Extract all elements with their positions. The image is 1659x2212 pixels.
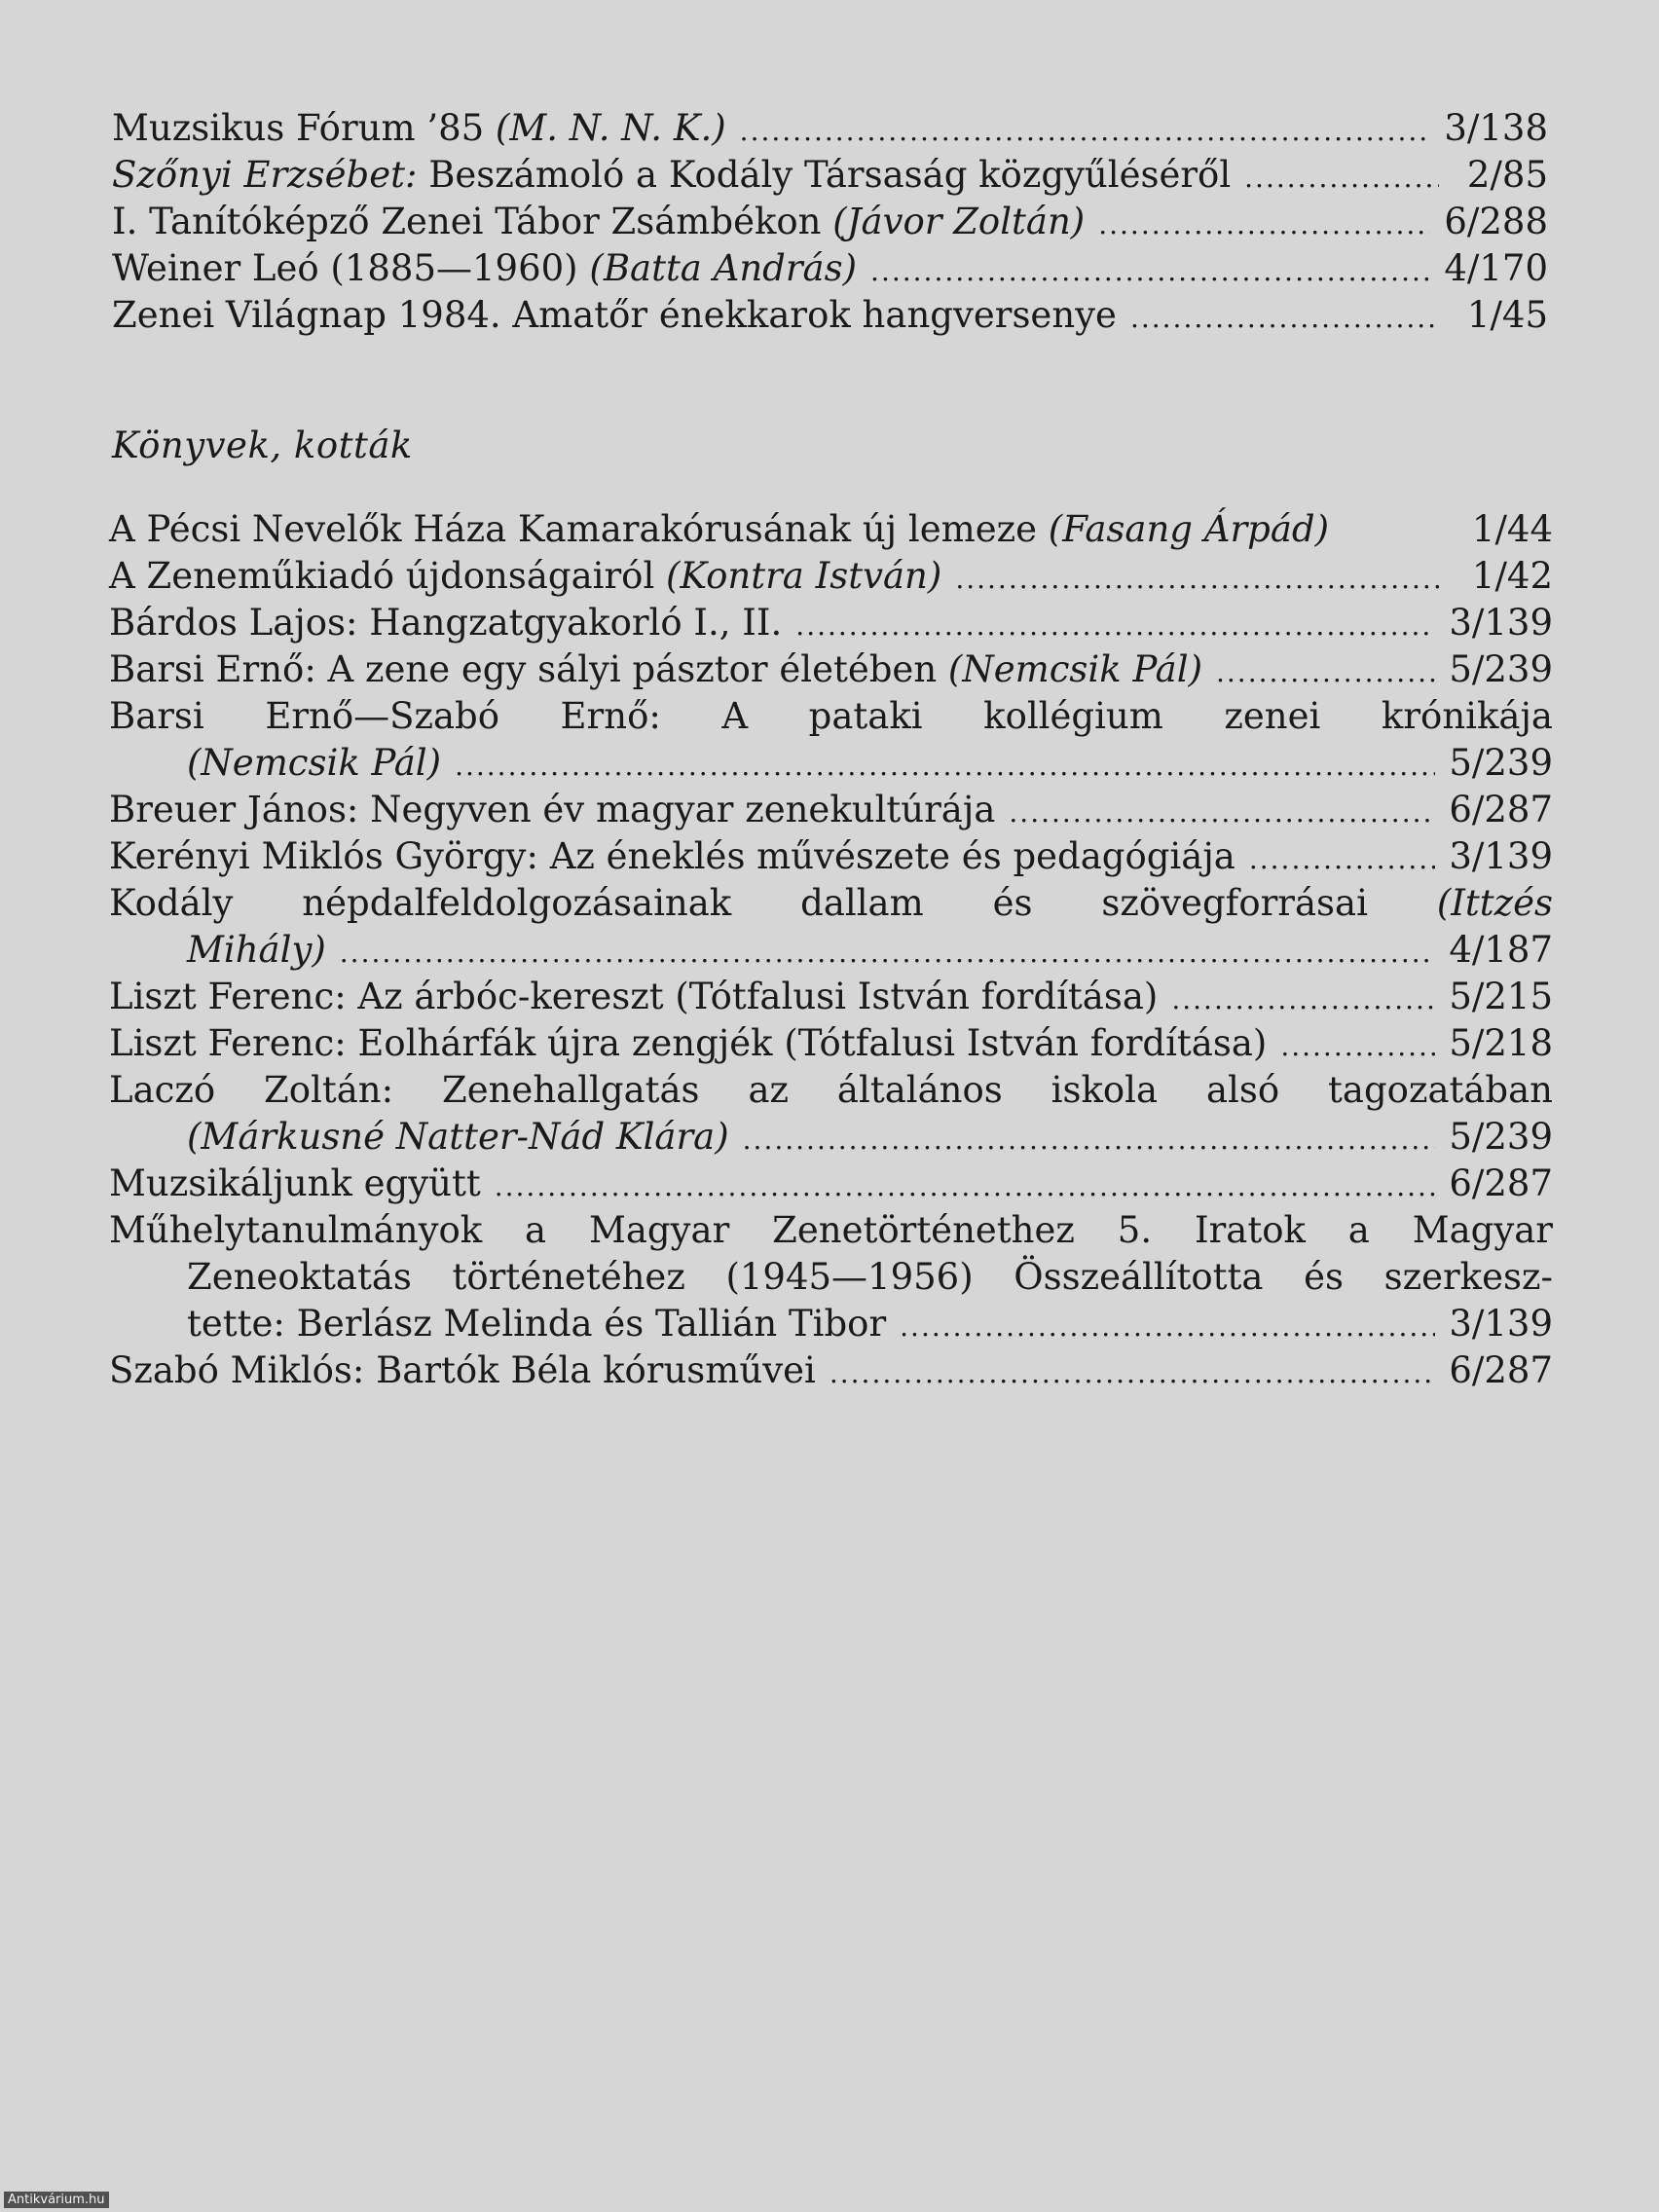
leader-dots [743,1117,1436,1163]
entry-author: (Jávor Zoltán) [832,201,1086,242]
entry-page-ref: 5/215 [1449,976,1553,1017]
entry-author: (Márkusné Natter-Nád Klára) [187,1116,729,1158]
leader-dots [955,556,1444,603]
leader-dots [340,930,1436,977]
index-entry [109,1207,1553,1347]
entry-title: Laczó Zoltán: Zenehallgatás az általános iskola alsó tagozatában [109,1069,1553,1111]
entry-author: Mihály) [187,929,326,971]
index-entry [112,152,1548,199]
entry-author: (Nemcsik Pál) [187,742,442,784]
entry-title: A Pécsi Nevelők Háza Kamarakórusának új lemeze [109,508,1049,550]
index-section-articles [112,105,1548,339]
index-entry [109,1161,1553,1207]
entry-page-ref: 6/288 [1444,201,1548,242]
entry-title: Zenei Világnap 1984. Amatőr énekkarok hangversenye [112,294,1117,336]
entry-page-ref: 2/85 [1466,154,1548,196]
leader-dots [1244,155,1439,202]
leader-dots [1249,836,1436,883]
index-entry [109,646,1553,693]
entry-title: Barsi Ernő—Szabó Ernő: A pataki kollégium zenei krónikája [109,695,1553,737]
entry-author: (Ittzés [1436,882,1553,924]
entry-title: Weiner Leó (1885—1960) [112,247,590,289]
entry-author: (Fasang Árpád) [1048,508,1330,550]
entry-page-ref: 3/139 [1449,602,1553,644]
entry-title: Műhelytanulmányok a Magyar Zenetörténethez 5. Iratok a Magyar [109,1209,1553,1251]
entry-title-line [109,880,1553,927]
entry-page-ref: 6/287 [1449,1162,1553,1204]
entry-page-ref: 3/138 [1444,107,1548,149]
entry-page-ref: 3/139 [1449,1303,1553,1345]
leader-dots [740,108,1431,155]
index-entry [112,245,1548,292]
index-section-books [109,506,1553,1394]
entry-page-ref: 5/239 [1449,648,1553,690]
leader-dots [495,1163,1436,1210]
index-entry [112,292,1548,339]
entry-author: (Kontra István) [666,555,942,597]
entry-title-continued: tette: Berlász Melinda és Tallián Tibor [187,1303,887,1345]
entry-author: Szőnyi Erzsébet: [112,154,418,196]
index-entry [109,1020,1553,1067]
leader-dots [455,743,1435,790]
leader-dots [1171,977,1435,1023]
leader-dots [1280,1023,1435,1070]
entry-page-ref: 1/42 [1471,555,1553,597]
entry-page-ref: 1/44 [1471,508,1553,550]
entry-page-ref: 3/139 [1449,835,1553,877]
entry-title-continued: Zeneoktatás történetéhez (1945—1956) Összeállította és szerkesz- [187,1256,1553,1298]
entry-title: Bárdos Lajos: Hangzatgyakorló I., II. [109,602,783,644]
leader-dots [900,1304,1435,1350]
leader-dots [1216,649,1435,696]
entry-title: Liszt Ferenc: Az árbóc-kereszt (Tótfalusi István fordítása) [109,976,1159,1017]
index-entry [112,199,1548,245]
entry-title: Muzsikáljunk együtt [109,1162,481,1204]
index-entry [109,553,1553,600]
leader-dots [830,1350,1436,1397]
watermark: Antikvárium.hu [4,2192,109,2208]
index-entry [109,833,1553,880]
entry-title: Liszt Ferenc: Eolhárfák újra zengjék (Tótfalusi István fordítása) [109,1022,1268,1064]
index-entry [109,880,1553,974]
entry-title: Muzsikus Fórum ’85 [112,107,496,149]
entry-title: Breuer János: Negyven év magyar zenekultúrája [109,789,996,830]
entry-page-ref: 1/45 [1466,294,1548,336]
leader-dots [1098,202,1430,248]
entry-title: Barsi Ernő: A zene egy sályi pásztor életében [109,648,948,690]
leader-dots [1009,790,1435,836]
index-entry [109,974,1553,1020]
entry-title: Kerényi Miklós György: Az éneklés művészete és pedagógiája [109,835,1235,877]
entry-page-ref: 4/170 [1444,247,1548,289]
section-heading: Könyvek, kották [112,424,413,466]
index-entry [109,506,1553,553]
index-entry [109,1347,1553,1394]
entry-author: (Batta András) [589,247,858,289]
entry-page-ref: 5/218 [1449,1022,1553,1064]
entry-author: (M. N. N. K.) [495,107,726,149]
entry-title: Kodály népdalfeldolgozásainak dallam és szövegforrásai [109,882,1437,924]
entry-title: Beszámoló a Kodály Társaság közgyűléséről [417,154,1232,196]
index-entry [109,787,1553,833]
entry-page-ref: 6/287 [1449,1349,1553,1391]
entry-author: (Nemcsik Pál) [947,648,1202,690]
entry-title: Szabó Miklós: Bartók Béla kórusművei [109,1349,816,1391]
index-entry [112,105,1548,152]
entry-page-ref: 4/187 [1449,929,1553,971]
index-entry [109,693,1553,787]
entry-title: I. Tanítóképző Zenei Tábor Zsámbékon [112,201,833,242]
leader-dots [1130,295,1439,342]
entry-title: A Zeneműkiadó újdonságairól [109,555,667,597]
index-entry [109,600,1553,646]
index-entry [109,1067,1553,1161]
entry-page-ref: 5/239 [1449,742,1553,784]
leader-dots [795,603,1435,649]
entry-page-ref: 6/287 [1449,789,1553,830]
leader-dots [870,248,1430,295]
entry-page-ref: 5/239 [1449,1116,1553,1158]
